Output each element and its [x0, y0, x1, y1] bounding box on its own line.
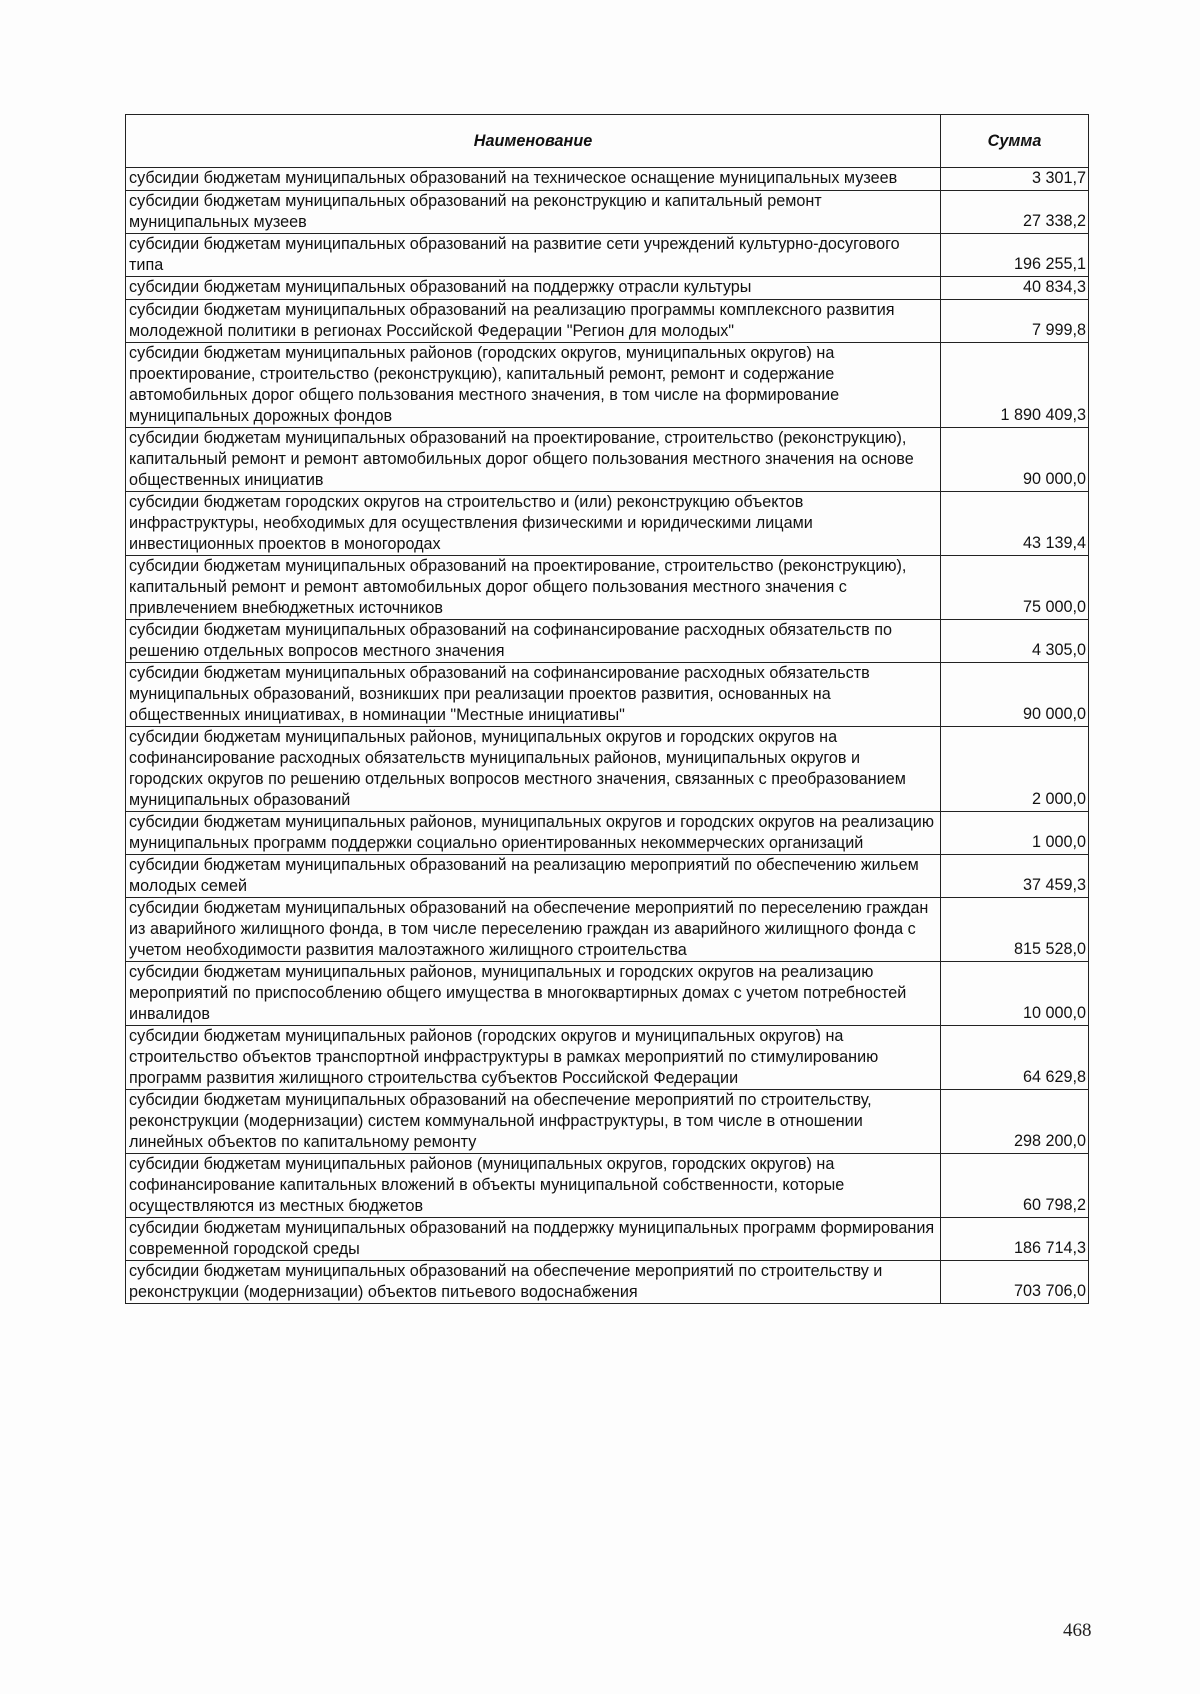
row-sum-cell: 186 714,3: [941, 1218, 1089, 1261]
row-name-cell: субсидии бюджетам муниципальных образований на поддержку муниципальных программ формирования современной городской среды: [126, 1218, 941, 1261]
row-sum-cell: 703 706,0: [941, 1261, 1089, 1304]
row-sum-cell: 27 338,2: [941, 191, 1089, 234]
row-sum-cell: 43 139,4: [941, 492, 1089, 556]
row-sum-cell: 4 305,0: [941, 620, 1089, 663]
row-sum-cell: 37 459,3: [941, 855, 1089, 898]
table-body: [126, 168, 1089, 1304]
row-name-cell: субсидии бюджетам городских округов на строительство и (или) реконструкцию объектов инфраструктуры, необходимых для осуществления физическими и юридическими лицами инвестиционных проектов в моногородах: [126, 492, 941, 556]
row-sum-cell: 298 200,0: [941, 1090, 1089, 1154]
row-name-cell: субсидии бюджетам муниципальных образований на софинансирование расходных обязательств по решению отдельных вопросов местного значения: [126, 620, 941, 663]
row-sum-cell: 75 000,0: [941, 556, 1089, 620]
table-row: [126, 492, 1089, 556]
row-sum-cell: 90 000,0: [941, 428, 1089, 492]
table-row: [126, 191, 1089, 234]
table-row: [126, 1090, 1089, 1154]
row-name-cell: субсидии бюджетам муниципальных образований на техническое оснащение муниципальных музеев: [126, 168, 941, 191]
row-sum-cell: 90 000,0: [941, 663, 1089, 727]
table-row: [126, 556, 1089, 620]
row-name-cell: субсидии бюджетам муниципальных районов (городских округов, муниципальных округов) на проектирование, строительство (реконструкцию), капитальный ремонт, ремонт и содержание автомобильных дорог общего пользования местного значения, в том числе на формирование муниципальных дорожных фондов: [126, 343, 941, 428]
row-sum-cell: 1 890 409,3: [941, 343, 1089, 428]
table-row: [126, 1218, 1089, 1261]
table-row: [126, 300, 1089, 343]
table-row: [126, 898, 1089, 962]
table-row: [126, 343, 1089, 428]
row-sum-cell: 60 798,2: [941, 1154, 1089, 1218]
row-sum-cell: 815 528,0: [941, 898, 1089, 962]
row-name-cell: субсидии бюджетам муниципальных образований на обеспечение мероприятий по строительству, реконструкции (модернизации) систем коммунальной инфраструктуры, в том числе в отношении линейных объектов по капитальному ремонту: [126, 1090, 941, 1154]
subsidies-table: [125, 114, 1089, 1304]
row-sum-cell: 1 000,0: [941, 812, 1089, 855]
page-number: 468: [1063, 1620, 1092, 1641]
table-row: [126, 1154, 1089, 1218]
row-name-cell: субсидии бюджетам муниципальных районов, муниципальных округов и городских округов на реализацию муниципальных программ поддержки социально ориентированных некоммерческих организаций: [126, 812, 941, 855]
table-row: [126, 234, 1089, 277]
table-row: [126, 812, 1089, 855]
row-name-cell: субсидии бюджетам муниципальных районов (городских округов и муниципальных округов) на строительство объектов транспортной инфраструктуры в рамках мероприятий по стимулированию программ развития жилищного строительства субъектов Российской Федерации: [126, 1026, 941, 1090]
header-sum: Сумма: [941, 115, 1089, 168]
table-row: [126, 277, 1089, 300]
row-name-cell: субсидии бюджетам муниципальных образований на проектирование, строительство (реконструкцию), капитальный ремонт и ремонт автомобильных дорог общего пользования местного значения с привлечением внебюджетных источников: [126, 556, 941, 620]
row-name-cell: субсидии бюджетам муниципальных образований на обеспечение мероприятий по переселению граждан из аварийного жилищного фонда, в том числе переселению граждан из аварийного жилищного фонда с учетом необходимости развития малоэтажного жилищного строительства: [126, 898, 941, 962]
table-header-row: [126, 115, 1089, 168]
table-row: [126, 428, 1089, 492]
row-name-cell: субсидии бюджетам муниципальных районов, муниципальных округов и городских округов на софинансирование расходных обязательств муниципальных районов, муниципальных округов и городских округов по решению отдельных вопросов местного значения, связанных с преобразованием муниципальных образований: [126, 727, 941, 812]
row-sum-cell: 10 000,0: [941, 962, 1089, 1026]
row-sum-cell: 64 629,8: [941, 1026, 1089, 1090]
row-name-cell: субсидии бюджетам муниципальных образований на поддержку отрасли культуры: [126, 277, 941, 300]
row-name-cell: субсидии бюджетам муниципальных образований на проектирование, строительство (реконструкцию), капитальный ремонт и ремонт автомобильных дорог общего пользования местного значения на основе общественных инициатив: [126, 428, 941, 492]
row-sum-cell: 40 834,3: [941, 277, 1089, 300]
table-row: [126, 1026, 1089, 1090]
table-row: [126, 962, 1089, 1026]
row-sum-cell: 196 255,1: [941, 234, 1089, 277]
table-row: [126, 663, 1089, 727]
table-row: [126, 168, 1089, 191]
row-name-cell: субсидии бюджетам муниципальных образований на софинансирование расходных обязательств муниципальных образований, возникших при реализации проектов развития, основанных на общественных инициативах, в номинации "Местные инициативы": [126, 663, 941, 727]
row-name-cell: субсидии бюджетам муниципальных районов (муниципальных округов, городских округов) на софинансирование капитальных вложений в объекты муниципальной собственности, которые осуществляются из местных бюджетов: [126, 1154, 941, 1218]
row-name-cell: субсидии бюджетам муниципальных образований на реализацию мероприятий по обеспечению жильем молодых семей: [126, 855, 941, 898]
row-name-cell: субсидии бюджетам муниципальных образований на реконструкцию и капитальный ремонт муниципальных музеев: [126, 191, 941, 234]
header-name: Наименование: [126, 115, 941, 168]
row-name-cell: субсидии бюджетам муниципальных образований на обеспечение мероприятий по строительству и реконструкции (модернизации) объектов питьевого водоснабжения: [126, 1261, 941, 1304]
table-row: [126, 620, 1089, 663]
row-name-cell: субсидии бюджетам муниципальных районов, муниципальных и городских округов на реализацию мероприятий по приспособлению общего имущества в многоквартирных домах с учетом потребностей инвалидов: [126, 962, 941, 1026]
row-sum-cell: 3 301,7: [941, 168, 1089, 191]
row-sum-cell: 7 999,8: [941, 300, 1089, 343]
row-name-cell: субсидии бюджетам муниципальных образований на развитие сети учреждений культурно-досугового типа: [126, 234, 941, 277]
row-sum-cell: 2 000,0: [941, 727, 1089, 812]
table-row: [126, 855, 1089, 898]
table-row: [126, 1261, 1089, 1304]
table-row: [126, 727, 1089, 812]
row-name-cell: субсидии бюджетам муниципальных образований на реализацию программы комплексного развития молодежной политики в регионах Российской Федерации "Регион для молодых": [126, 300, 941, 343]
